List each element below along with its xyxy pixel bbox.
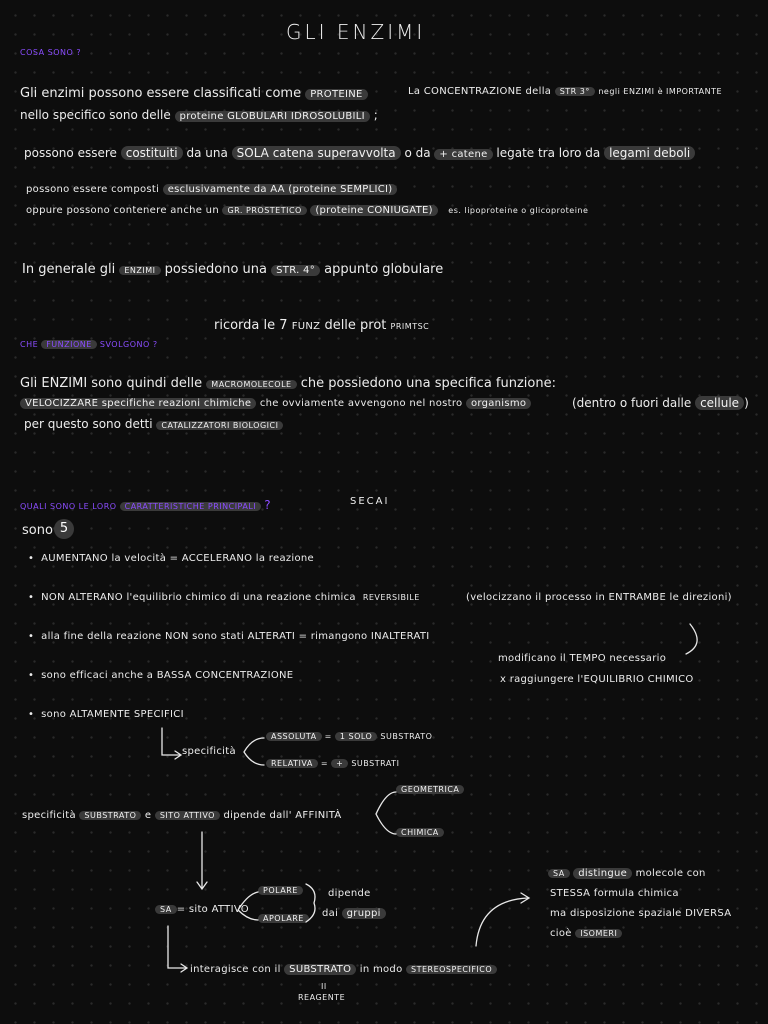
text: es. lipoproteine o glicoproteine [448,206,589,215]
text: SVOLGONO ? [99,340,158,349]
bullet-4: • sono efficaci anche a BASSA CONCENTRAZIONE [28,670,294,681]
text: GEOMETRICA [396,785,464,794]
text: ) [744,396,749,410]
text: QUALI SONO LE LORO [20,502,117,511]
text: PRIMTSC [390,322,430,331]
count-circle: 5 [54,519,74,539]
text: appunto globulare [324,262,444,277]
highlight-sola-catena: SOLA catena superavvolta [232,146,401,160]
label-sono: sono [22,523,53,538]
highlight-stereospecifico: STEREOSPECIFICO [406,965,497,974]
text: = [324,732,332,741]
highlight-1-solo: 1 SOLO [335,732,377,741]
note-modificano-1: modificano il TEMPO necessario [498,653,667,664]
highlight-piu: + [331,759,348,768]
text: dai [322,908,339,919]
highlight-coniugate: (proteine CONIUGATE) [310,205,438,216]
text: molecole con [635,868,706,879]
highlight-esclusivamente: esclusivamente da AA (proteine SEMPLICI) [163,184,398,195]
acronym-secai: SECAI [350,496,390,507]
text: REVERSIBILE [362,593,420,602]
highlight-caratteristiche: CARATTERISTICHE PRINCIPALI [120,502,262,511]
note-velocizzano: (velocizzano il processo in ENTRAMBE le direzioni) [466,592,732,603]
bullet-2: • NON ALTERANO l'equilibrio chimico di una reazione chimica REVERSIBILE [28,592,420,603]
text: alla fine della reazione NON sono stati ALTERATI = rimangono INALTERATI [41,631,430,642]
highlight-enzimi: ENZIMI [119,266,160,275]
text: Gli enzimi possono essere classificati come [20,86,302,101]
highlight-substrato: SUBSTRATO [79,811,141,820]
text: possiedono una [164,262,267,277]
highlight-piu-catene: + catene [434,149,492,160]
highlight-legami-deboli: legami deboli [604,146,695,160]
text: SUBSTRATI [351,759,400,768]
label-dipende: dipende [328,888,371,899]
text: AUMENTANO la velocità = ACCELERANO la reazione [41,553,315,564]
highlight-gruppi: gruppi [342,908,386,919]
text: sono efficaci anche a BASSA CONCENTRAZIONE [41,670,294,681]
text: In generale gli [22,262,116,277]
highlight-str3: STR 3° [555,87,595,96]
brace-specificita [244,738,264,765]
text: o da [404,146,431,160]
curve-arrow-modificano [686,624,697,654]
text: FUNZ [291,321,321,332]
text: negli ENZIMI è IMPORTANTE [598,87,723,96]
brace-affinita [376,792,396,834]
text: (dentro o fuori dalle [572,396,692,410]
text: La CONCENTRAZIONE della [408,86,552,97]
branch-interagisce [168,926,186,968]
text: SUBSTRATO [380,732,433,741]
section-heading-cosa: COSA SONO ? [20,48,82,57]
text: ; [373,108,378,122]
text: POLARE [258,886,303,895]
text: specificità [22,810,76,821]
equals-mark: II [321,982,327,991]
highlight-assoluta: ASSOLUTA [266,732,322,741]
text: dipende dall' AFFINITÀ [223,810,342,821]
highlight-distingue: distingue [573,868,632,879]
text: in modo [359,964,403,975]
text: che possiedono una specifica funzione: [300,376,556,391]
text: da una [186,146,228,160]
text: che ovviamente avvengono nel nostro [259,398,463,409]
brace-sa [238,892,258,920]
highlight-relativa: RELATIVA [266,759,318,768]
bullet-1: • AUMENTANO la velocità = ACCELERANO la reazione [28,553,315,564]
brace-dipende [306,884,315,922]
text: nello specifico sono delle [20,108,171,122]
branch-specificita [162,728,180,755]
highlight-str4: STR. 4° [271,265,320,276]
bullet-3: • alla fine della reazione NON sono stati ALTERATI = rimangono INALTERATI [28,631,430,642]
label-specificita: specificità [182,746,236,757]
note-isomeri-2: STESSA formula chimica [550,888,679,899]
label-reagente: REAGENTE [298,993,346,1002]
text: delle prot [324,318,387,333]
text: Gli ENZIMI sono quindi delle [20,376,203,391]
text: CHIMICA [396,828,444,837]
text: e [144,810,152,821]
text: CHE [20,340,39,349]
text: interagisce con il [190,964,281,975]
text: = [320,759,329,768]
highlight-cellule: cellule [695,396,744,410]
highlight-costituiti: costituiti [121,146,183,160]
highlight-organismo: organismo [466,398,531,409]
text: cioè [550,928,572,939]
text: = sito ATTIVO [176,904,249,915]
highlight-proteine: PROTEINE [305,89,367,100]
text: sono ALTAMENTE SPECIFICI [41,709,184,720]
note-modificano-2: x raggiungere l'EQUILIBRIO CHIMICO [500,674,694,685]
highlight-catalizzatori: CATALIZZATORI BIOLOGICI [156,421,283,430]
curve-arrow-isomeri [476,898,528,946]
text: possono essere [24,146,117,160]
highlight-gr-prostetico: GR. PROSTETICO [222,206,306,215]
highlight-sito-attivo: SITO ATTIVO [155,811,220,820]
text: legate tra loro da [496,146,601,160]
highlight-funzione: FUNZIONE [41,340,97,349]
text: oppure possono contenere anche un [26,205,219,216]
bullet-5: • sono ALTAMENTE SPECIFICI [28,709,184,720]
highlight-isomeri: ISOMERI [575,929,622,938]
highlight-substrato-2: SUBSTRATO [284,964,356,975]
text: per questo sono detti [24,417,153,431]
highlight-velocizzare: VELOCIZZARE specifiche reazioni chimiche [20,398,256,409]
highlight-globulari: proteine GLOBULARI IDROSOLUBILI [175,111,370,122]
text: ricorda le 7 [214,318,288,333]
highlight-sa: SA [155,905,177,914]
highlight-macromolecole: MACROMOLECOLE [206,380,296,389]
page-title: GLI ENZIMI [286,20,426,44]
note-isomeri-3: ma disposizione spaziale DIVERSA [550,908,732,919]
text: APOLARE [258,914,309,923]
text: possono essere composti [26,184,160,195]
highlight-sa-2: SA [548,869,570,878]
text: ? [264,498,272,512]
text: NON ALTERANO l'equilibrio chimico di una reazione chimica [41,592,356,603]
